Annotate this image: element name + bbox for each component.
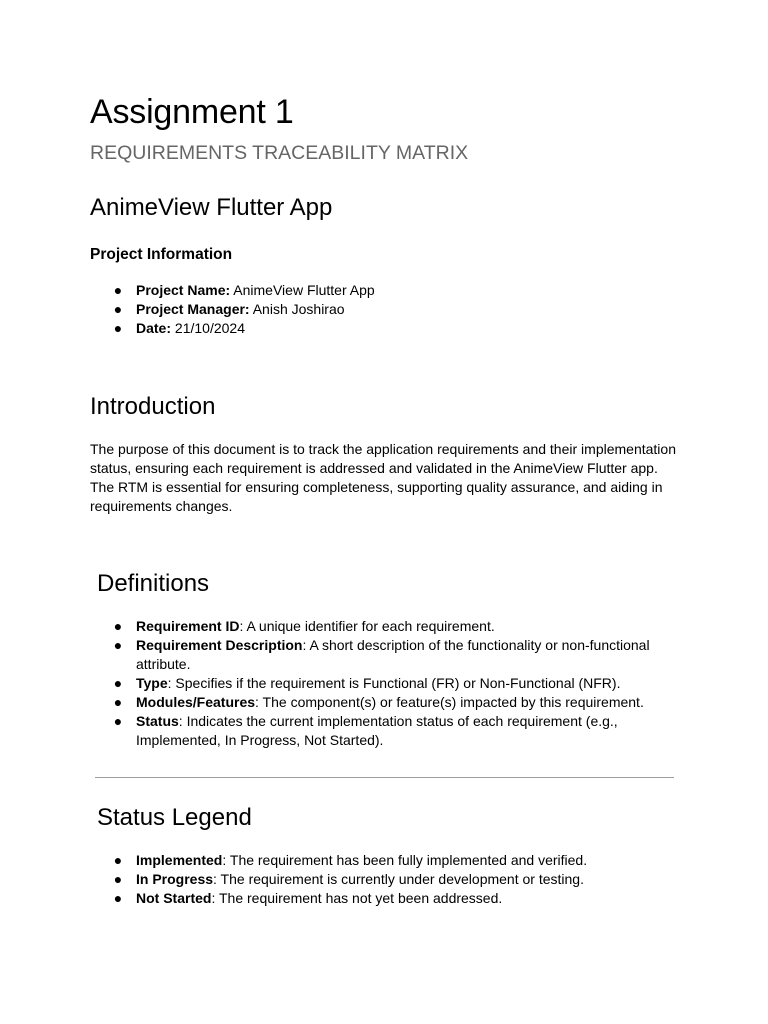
introduction-line: The purpose of this document is to track the application requirements and their implementation — [90, 441, 676, 457]
status-legend-list — [90, 851, 680, 908]
introduction-heading: Introduction — [90, 393, 216, 420]
definition-desc-continued: attribute. — [136, 656, 191, 672]
definition-desc: : Indicates the current implementation status of each requirement (e.g., — [178, 713, 618, 729]
bullet-icon: ● — [113, 675, 123, 691]
definition-desc: : A unique identifier for each requirement. — [239, 618, 495, 634]
status-desc: : The requirement is currently under development or testing. — [213, 871, 584, 887]
status-item-implemented — [90, 851, 680, 870]
project-information-list — [90, 281, 680, 338]
introduction-line: status, ensuring each requirement is addressed and validated in the AnimeView Flutter app. — [90, 460, 658, 476]
project-manager-value: Anish Joshirao — [249, 301, 345, 317]
definition-desc: : The component(s) or feature(s) impacted by this requirement. — [255, 694, 644, 710]
bullet-icon: ● — [113, 890, 123, 906]
list-item-project-name — [90, 281, 680, 300]
status-term: Implemented — [136, 852, 223, 868]
bullet-icon: ● — [113, 871, 123, 887]
status-item-in-progress — [90, 870, 680, 889]
project-information-heading: Project Information — [90, 246, 233, 263]
status-desc: : The requirement has been fully implemented and verified. — [222, 852, 588, 868]
status-desc: : The requirement has not yet been addressed. — [211, 890, 503, 906]
status-item-not-started — [90, 889, 680, 908]
bullet-icon: ● — [113, 618, 123, 634]
definition-desc-continued: Implemented, In Progress, Not Started). — [136, 732, 384, 748]
status-legend-heading: Status Legend — [97, 804, 252, 831]
horizontal-divider — [95, 777, 674, 778]
definition-term: Status — [136, 713, 179, 729]
status-term: Not Started — [136, 890, 212, 906]
definition-desc: : Specifies if the requirement is Functional (FR) or Non-Functional (NFR). — [167, 675, 621, 691]
definition-desc: : A short description of the functionality or non-functional — [302, 637, 650, 653]
date-label: Date: — [136, 320, 172, 336]
bullet-icon: ● — [113, 282, 123, 298]
definitions-heading: Definitions — [97, 570, 210, 597]
project-manager-label: Project Manager: — [136, 301, 250, 317]
introduction-line: requirements changes. — [90, 498, 233, 514]
introduction-paragraph — [90, 440, 680, 516]
status-term: In Progress — [136, 871, 214, 887]
definition-item-status — [90, 712, 680, 750]
document-title: Assignment 1 — [90, 93, 294, 131]
list-item-date — [90, 319, 680, 338]
app-heading: AnimeView Flutter App — [90, 194, 333, 221]
definition-term: Modules/Features — [136, 694, 256, 710]
document-subtitle: REQUIREMENTS TRACEABILITY MATRIX — [90, 142, 469, 164]
date-value: 21/10/2024 — [171, 320, 245, 336]
bullet-icon: ● — [113, 637, 123, 653]
list-item-project-manager — [90, 300, 680, 319]
definition-item-modules-features — [90, 693, 680, 712]
project-name-value: AnimeView Flutter App — [230, 282, 375, 298]
bullet-icon: ● — [113, 852, 123, 868]
introduction-line: The RTM is essential for ensuring completeness, supporting quality assurance, and aiding in — [90, 479, 663, 495]
definition-item-requirement-id — [90, 617, 680, 636]
bullet-icon: ● — [113, 713, 123, 729]
definitions-list — [90, 617, 680, 750]
project-name-label: Project Name: — [136, 282, 231, 298]
definition-item-type — [90, 674, 680, 693]
definition-item-requirement-description — [90, 636, 680, 674]
bullet-icon: ● — [113, 320, 123, 336]
definition-term: Requirement ID — [136, 618, 240, 634]
bullet-icon: ● — [113, 301, 123, 317]
definition-term: Type — [136, 675, 168, 691]
bullet-icon: ● — [113, 694, 123, 710]
definition-term: Requirement Description — [136, 637, 303, 653]
